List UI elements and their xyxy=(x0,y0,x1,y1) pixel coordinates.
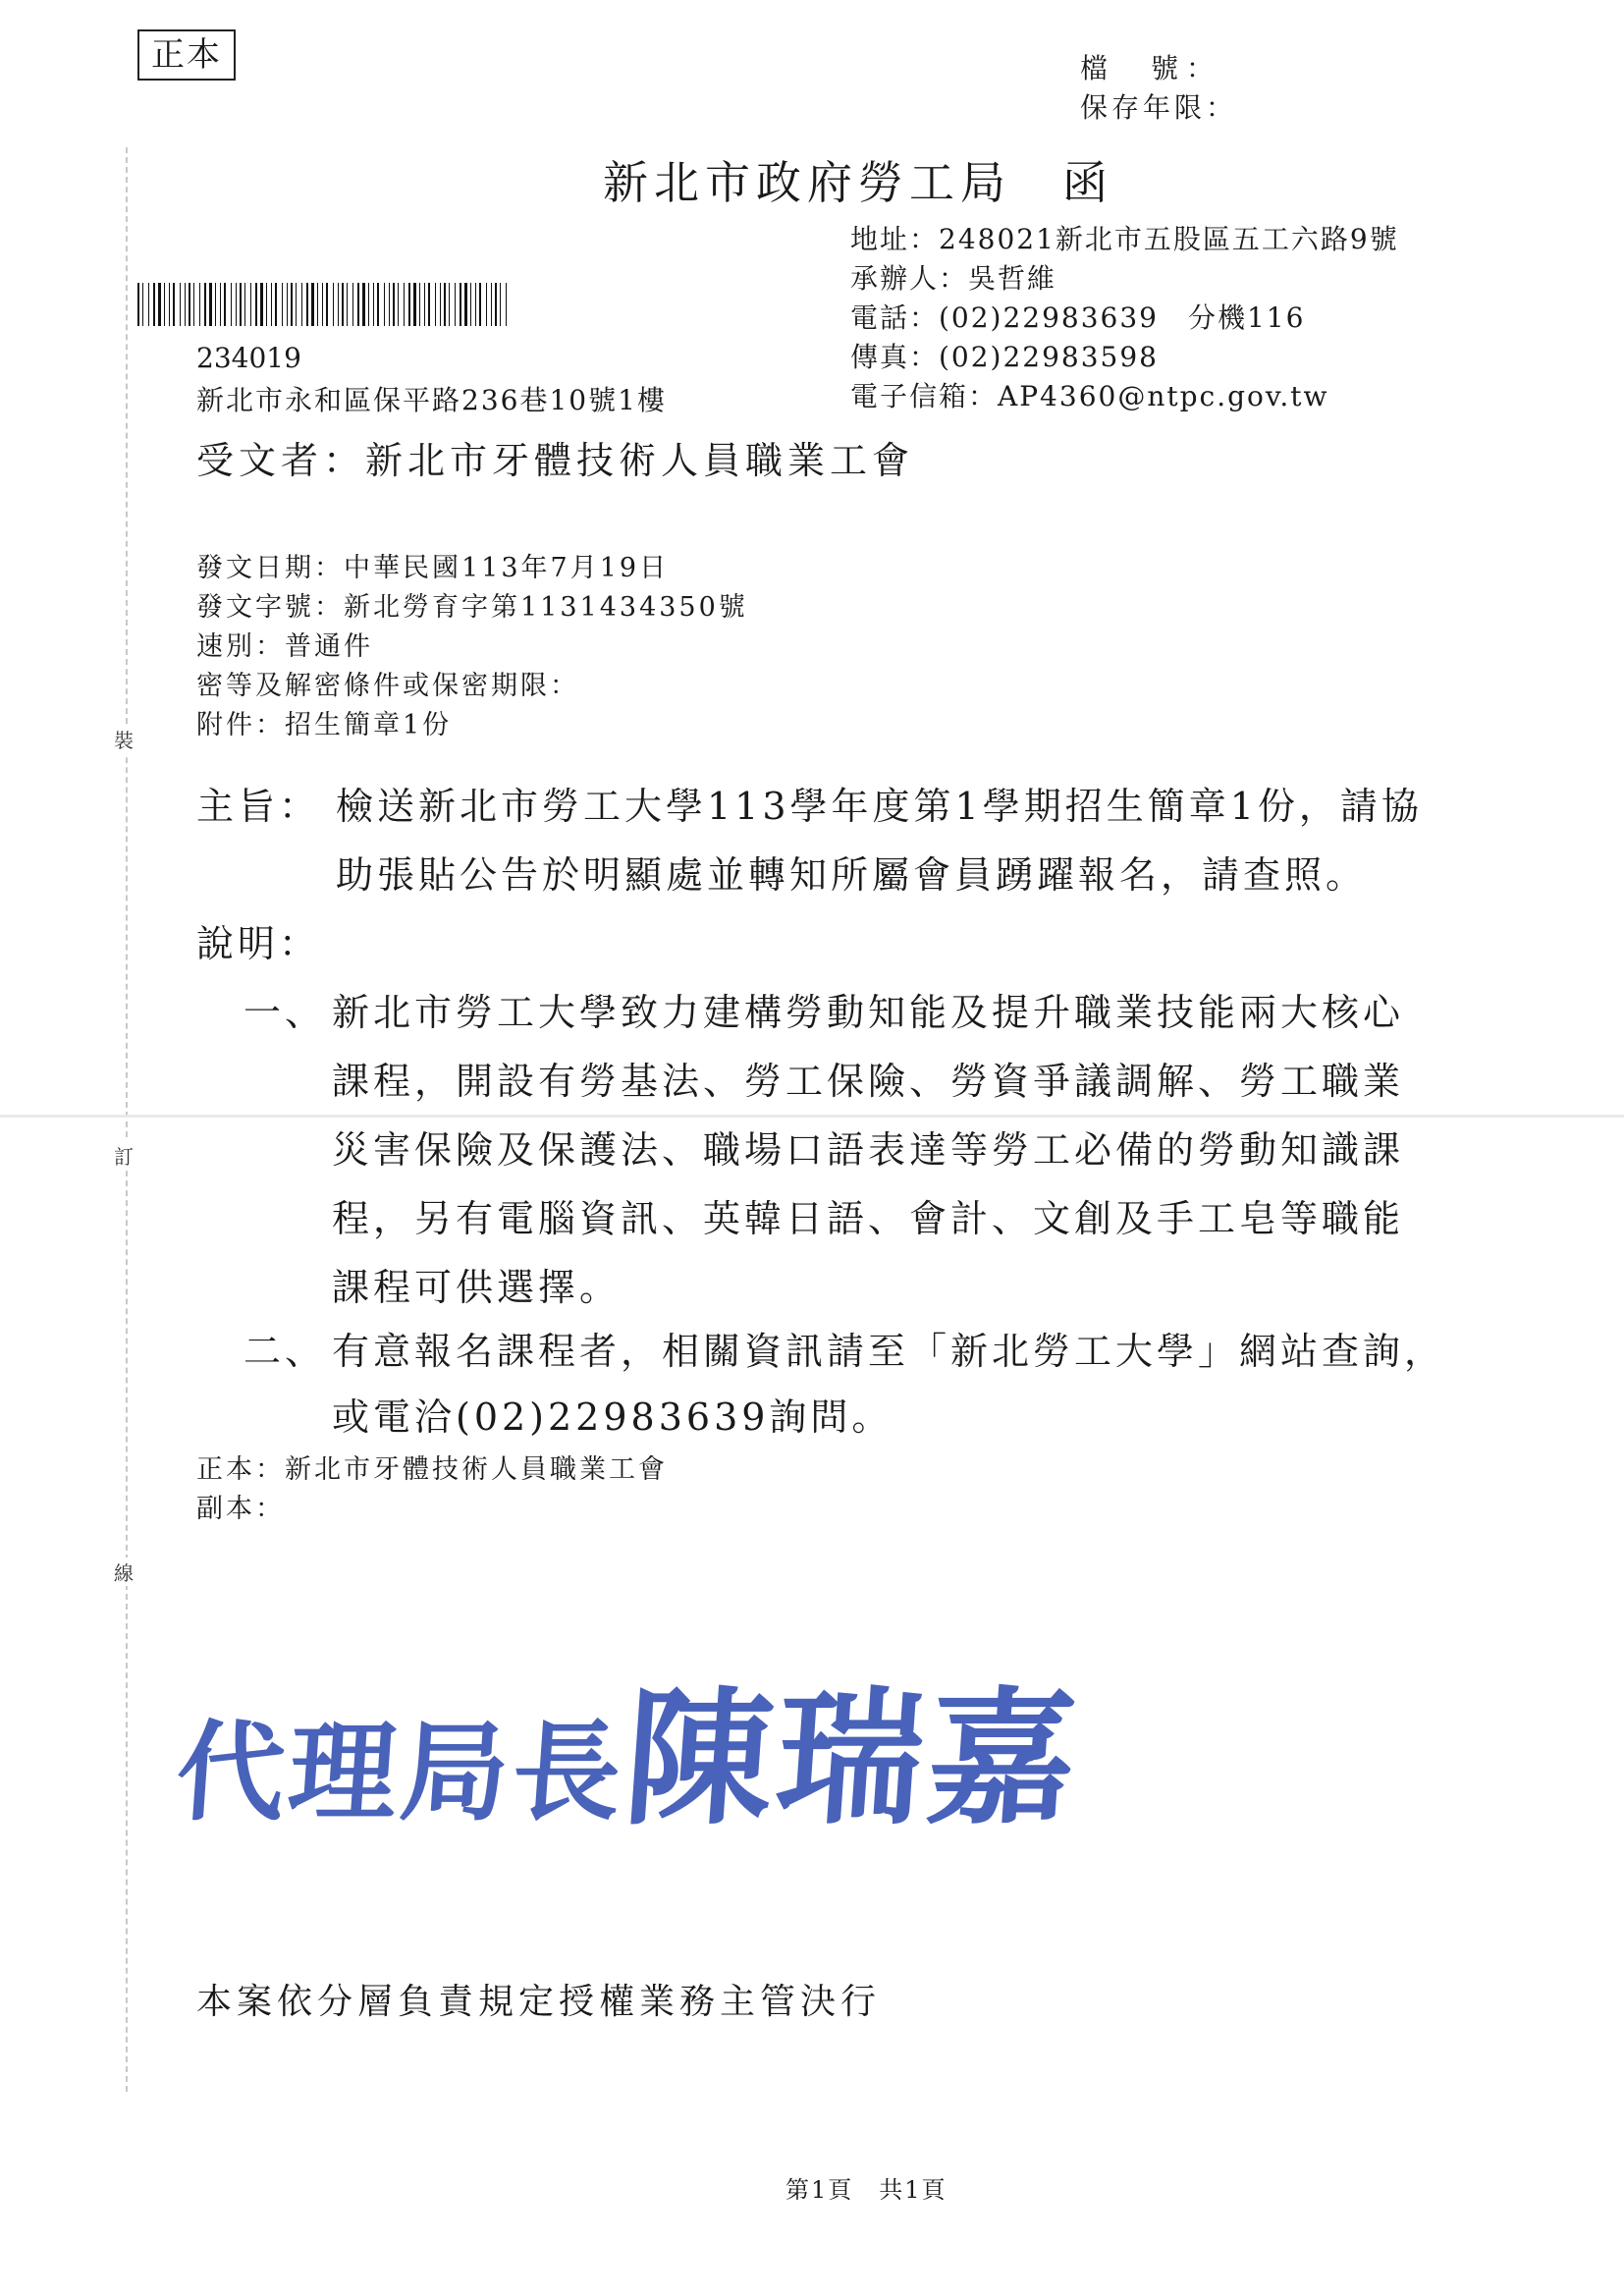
page-footer: 第1頁 共1頁 xyxy=(785,2176,947,2204)
margin-mark-staple: 訂 xyxy=(114,1141,134,1170)
issue-date: 發文日期：中華民國113年7月19日 xyxy=(196,553,670,583)
acting-director-seal xyxy=(171,1640,1087,1852)
subject-line-2: 助張貼公告於明顯處並轉知所屬會員踴躍報名，請查照。 xyxy=(336,853,1368,897)
item-1-line: 課程，開設有勞基法、勞工保險、勞資爭議調解、勞工職業 xyxy=(332,1060,1405,1103)
margin-mark-line: 線 xyxy=(114,1558,134,1586)
subject-label: 主旨： xyxy=(196,785,321,828)
delivery-speed: 速別：普通件 xyxy=(196,631,373,662)
item-1-line: 程，另有電腦資訊、英韓日語、會計、文創及手工皂等職能 xyxy=(332,1197,1405,1240)
contact-fax: 傳真：(02)22983598 xyxy=(850,341,1159,373)
seal-name: 陳瑞嘉 xyxy=(619,1672,1086,1845)
document-title: 新北市政府勞工局 函 xyxy=(603,156,1113,209)
recipient: 受文者：新北市牙體技術人員職業工會 xyxy=(196,439,915,482)
seal-title: 代理局長 xyxy=(172,1709,629,1835)
mailing-address: 新北市永和區保平路236巷10號1樓 xyxy=(196,384,667,416)
item-2-line: 有意報名課程者，相關資訊請至「新北勞工大學」網站查詢， xyxy=(332,1330,1446,1373)
subject-line-1: 檢送新北市勞工大學113學年度第1學期招生簡章1份，請協 xyxy=(336,785,1423,828)
file-number-label: 檔 號： xyxy=(1080,52,1222,84)
mailing-zip: 234019 xyxy=(196,342,301,374)
binding-margin-line xyxy=(126,147,128,2092)
contact-phone: 電話：(02)22983639 分機116 xyxy=(850,301,1306,334)
margin-mark-bind: 裝 xyxy=(114,725,134,753)
item-1-number: 一、 xyxy=(244,991,327,1034)
explanation-label: 說明： xyxy=(196,922,321,965)
item-2-number: 二、 xyxy=(244,1330,327,1373)
barcode xyxy=(137,283,511,326)
contact-address: 地址：248021新北市五股區五工六路9號 xyxy=(850,223,1399,255)
item-2-line: 或電洽(02)22983639詢問。 xyxy=(332,1395,893,1439)
contact-officer: 承辦人：吳哲維 xyxy=(850,262,1057,295)
attachment: 附件：招生簡章1份 xyxy=(196,710,453,740)
item-1-line: 新北市勞工大學致力建構勞動知能及提升職業技能兩大核心 xyxy=(332,991,1405,1034)
contact-email: 電子信箱：AP4360@ntpc.gov.tw xyxy=(850,380,1329,412)
secrecy-level: 密等及解密條件或保密期限： xyxy=(196,671,579,701)
retention-period-label: 保存年限： xyxy=(1080,91,1238,124)
document-number: 發文字號：新北勞育字第1131434350號 xyxy=(196,592,748,623)
item-1-line: 課程可供選擇。 xyxy=(332,1266,622,1309)
fold-crease xyxy=(0,1115,1624,1118)
duplicate-recipient: 副本： xyxy=(196,1494,285,1524)
original-copy-stamp: 正本 xyxy=(137,29,236,81)
item-1-line: 災害保險及保護法、職場口語表達等勞工必備的勞動知識課 xyxy=(332,1128,1405,1172)
delegation-note: 本案依分層負責規定授權業務主管決行 xyxy=(196,1982,882,2022)
original-recipient: 正本：新北市牙體技術人員職業工會 xyxy=(196,1454,668,1485)
